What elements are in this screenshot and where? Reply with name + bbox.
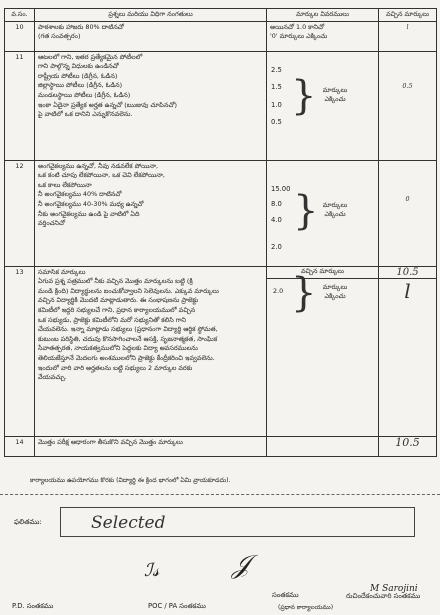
description-line: నీకు అంగవైకల్యము ఉండి పై వాటిలో ఏది: [38, 209, 140, 218]
description-line: పాఠశాలకు హాజరు 80% దాటినచో: [38, 22, 124, 31]
description-line: నీ అంగవైకల్యము 40% దాటినచో: [38, 190, 122, 199]
row-description: [35, 21, 267, 51]
score-instruction: మార్కులు ఎక్కించు: [322, 282, 348, 301]
score-value: 2.0: [271, 243, 282, 252]
description-line: ఏగువ ప్రశ్న పత్రములో నీకు వచ్చిన మొత్తం మార్కులను బట్టి (క్రి: [38, 277, 193, 286]
signature-label-office-note: (ప్రధాన కార్యాలయము): [278, 604, 334, 611]
description-line: ఒక సభ్యుడు, ప్రాజెక్టు కమిటీలోని మరో సభ్యునితో కలిసి గాని: [38, 315, 186, 324]
row-description: [35, 51, 267, 160]
signature-name: M Sarojini: [370, 584, 418, 594]
awarded-marks: [379, 266, 437, 436]
description-line: ఒక కాలు లేకపోయినా: [38, 180, 92, 189]
awarded-value: l: [404, 278, 411, 303]
description-line: పై వాటిలో ఒక దానిని ఎన్నుకొనవలెను.: [38, 110, 133, 119]
row-scores: [267, 266, 379, 436]
awarded-marks: l: [379, 21, 437, 51]
description-line: ఒక కంటి చూపు లేకపోయినా, ఒక చెవి లేకపోయినా,: [38, 171, 165, 180]
row-number: 10: [5, 21, 35, 51]
score-value: 2.5: [271, 65, 282, 74]
score-instruction: మార్కులు ఎక్కించు: [322, 85, 348, 104]
score-values: [271, 66, 282, 128]
row-scores: [267, 160, 379, 266]
awarded-value: 0: [405, 194, 410, 203]
table-header-row: [5, 9, 437, 22]
row-description: [35, 160, 267, 266]
header-sno: వ.సం.: [5, 9, 35, 22]
table-row: [5, 21, 437, 51]
row-description: [35, 266, 267, 436]
score-line: '0' మార్కులు ఎక్కించు: [270, 32, 328, 41]
awarded-subheader: 10.5: [379, 267, 436, 279]
right-brace-icon: }: [291, 269, 317, 316]
description-line: సమాసిక మార్కులు: [38, 267, 86, 276]
description-line: ఇంకా ఏదైనా ప్రత్యేక అర్హత ఉన్నచో (ఋజువు చూపినచో): [38, 100, 177, 109]
signature-mark: 𝒥: [232, 550, 250, 580]
table-row: [5, 266, 437, 436]
description-line: ఆటలలో గాని, ఇతర ప్రత్యేకమైన పోటీలలో: [38, 52, 143, 61]
score-value: 2.0: [273, 286, 284, 295]
score-value: 15.00: [271, 184, 291, 193]
row-description: [35, 436, 267, 456]
description-line: వేయవచ్చు.: [38, 373, 67, 382]
header-score-details: మార్కుల వివరములు: [267, 9, 379, 22]
description-line: కుటుంబ పరిస్థితి, చదువు కొనసాగించాలనే ఆసక్తి, సృజనాత్మకత, సాంఘిక: [38, 334, 218, 343]
awarded-marks: 10.5: [379, 436, 437, 456]
description-line: ఇందులో వారి వారి అర్హతలను బట్టి సభ్యులు 2 మార్కుల వరకు: [38, 363, 193, 372]
description-line: తెలియజేస్తూనే మెదలగు అంశములలోని ప్రాజెక్టు కేంద్రీకరించి ఇవ్వవలెను.: [38, 353, 215, 362]
description-line: చేయవలెను. ఇన్నా మాట్లాడు సభ్యులు (ప్రధానంగా విద్యార్థి ఆర్థిక స్థోమత,: [38, 325, 218, 334]
awarded-marks: [379, 51, 437, 160]
evaluation-table: [4, 8, 437, 457]
row-number: 11: [5, 51, 35, 160]
divider: [0, 494, 440, 495]
row-scores: [267, 21, 379, 51]
right-brace-icon: }: [291, 72, 317, 119]
signature-label-pd: P.D. సంతకము: [12, 602, 54, 610]
score-values: [271, 185, 290, 253]
description-line: మొత్తం పరీక్ష ఆధారంగా తీసుకొని వచ్చిన మొత్తం మార్కులు: [38, 437, 183, 446]
description-line: సేవాతత్పరత, నాయకత్వములోని పెద్దలకు విద్యా అవసరములను: [38, 344, 198, 353]
signature-label-poc: POC / PA సంతకము: [148, 602, 206, 610]
score-value: 1.5: [271, 83, 282, 92]
description-line: మండలస్థాయి పోటీలు (డిగ్రీన, ఓడిన): [38, 90, 131, 99]
table-row: [5, 51, 437, 160]
row-scores: [267, 51, 379, 160]
awarded-marks: [379, 160, 437, 266]
score-value: 1.0: [271, 100, 282, 109]
score-instruction: మార్కులు ఎక్కించు: [322, 200, 348, 219]
awarded-value: 0.5: [402, 81, 413, 90]
score-line: అయినచో 1.0 కానిచో: [270, 22, 325, 31]
header-description: ప్రశ్నలు మరియు విధిగా నంగతులు: [35, 9, 267, 22]
right-brace-icon: }: [293, 187, 319, 234]
signature-mark: ℐ𝓈: [144, 560, 160, 581]
description-line: నీ అంగవైకల్యము 40-30% మధ్య ఉన్నచో: [38, 199, 144, 208]
signature-label-chair: రుచిందేకంచువారి సంతకము: [346, 592, 421, 600]
description-line: వర్తించనిచో: [38, 219, 66, 228]
result-label: ఫలితము:: [14, 518, 42, 526]
description-line: (గత సంవత్సరం): [38, 32, 81, 41]
description-line: జిల్లాస్థాయి పోటీలు (డిగ్రీన, ఓడిన): [38, 81, 123, 90]
score-value: 8.0: [271, 200, 282, 209]
row-scores: [267, 436, 379, 456]
description-line: మండి క్రింది) విద్యార్థులను ఐంచుకోవ్వాలని సెలెవులను. ఎక్కువ మార్కులు: [38, 286, 219, 295]
row-number: 13: [5, 266, 35, 436]
signature-label-office: సంతకము: [272, 591, 299, 599]
description-line: గాని పాల్గొన్న విధులకు ఉండినచో: [38, 62, 119, 71]
table-row: [5, 436, 437, 456]
score-value: 0.5: [271, 118, 282, 127]
row-number: 12: [5, 160, 35, 266]
description-line: అంగవైకల్యము ఉన్నచో, నీవు నడవలేక పోయినా,: [38, 161, 159, 170]
description-line: రాష్ట్రీయ పోటీలు (డిగ్రీన, ఓడిన): [38, 71, 118, 80]
result-field: Selected: [60, 507, 415, 537]
office-use-note: కార్యాలయము ఉపయోగము కొరకు (విద్యార్థి ఈ క్రింద భాగంలో ఏమి వ్రాయకూడదు).: [30, 477, 231, 484]
row-number: 14: [5, 436, 35, 456]
description-line: వచ్చిన విద్యార్థికి మొదటి మాట్లాడుతారు. ఈ సంభాషణను ప్రాజెక్టు: [38, 296, 199, 305]
score-value: 4.0: [271, 215, 282, 224]
header-awarded: వచ్చిన మార్కులు: [379, 9, 437, 22]
table-row: [5, 160, 437, 266]
description-line: కమిటీలో ఇద్దరి సభ్యులచే గాని, ప్రధాన కార్యాలయములో వచ్చిన: [38, 305, 196, 314]
scores-subheader: వచ్చిన మార్కులు: [267, 267, 378, 279]
